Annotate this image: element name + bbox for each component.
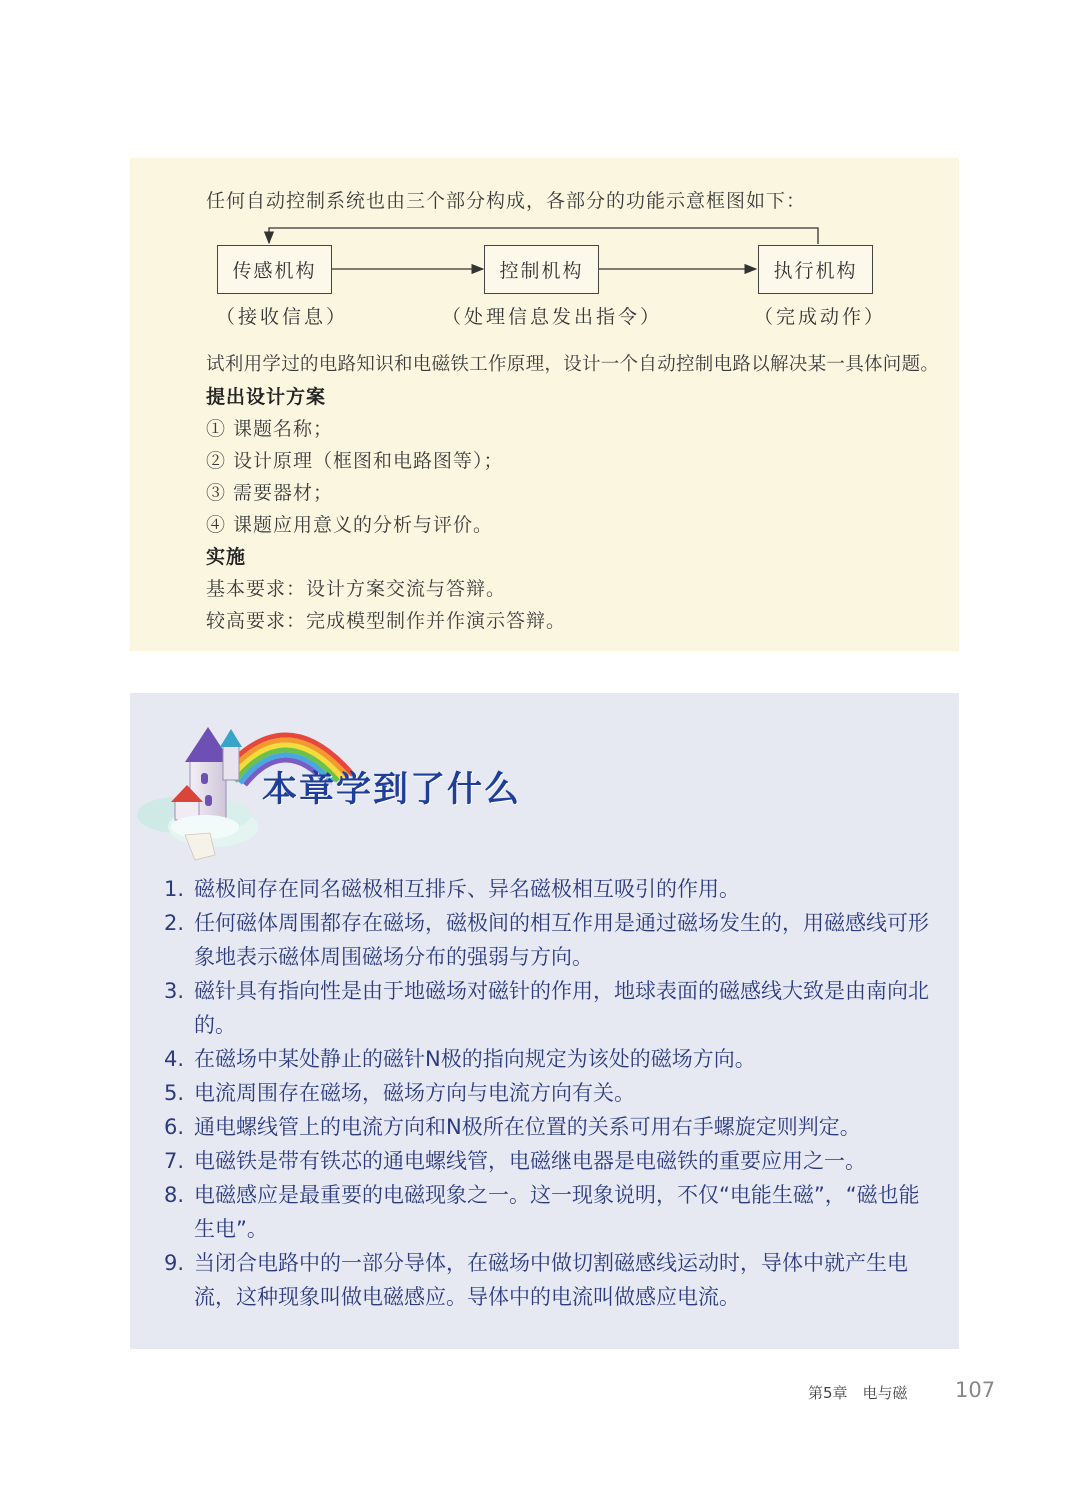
list-item: 6. 通电螺线管上的电流方向和N极所在位置的关系可用右手螺旋定则判定。 <box>164 1115 861 1139</box>
actuator-caption: （完成动作） <box>754 306 887 328</box>
list-item: 1. 磁极间存在同名磁极相互排斥、异名磁极相互吸引的作用。 <box>164 877 740 901</box>
step-item: ① 课题名称； <box>206 418 334 440</box>
flow-arrows <box>130 158 959 318</box>
design-activity-box <box>130 158 959 651</box>
section-title-plan: 提出设计方案 <box>206 386 327 408</box>
page-number: 107 <box>955 1378 996 1402</box>
requirement-advanced: 较高要求：完成模型制作并作演示答辩。 <box>206 610 567 632</box>
chapter-label: 第5章 电与磁 <box>808 1384 908 1402</box>
actuator-box: 执行机构 <box>758 245 873 294</box>
section-title-implement: 实施 <box>206 546 247 568</box>
task-text: 试利用学过的电路知识和电磁铁工作原理，设计一个自动控制电路以解决某一具体问题。 <box>206 354 940 375</box>
list-item: 2. 任何磁体周围都存在磁场，磁极间的相互作用是通过磁场发生的，用磁感线可形象地表示磁体周围磁场分布的强弱与方向。 <box>164 911 929 969</box>
list-item: 3. 磁针具有指向性是由于地磁场对磁针的作用，地球表面的磁感线大致是由南向北的。 <box>164 979 929 1037</box>
sensor-caption: （接收信息） <box>216 306 349 328</box>
list-item: 9. 当闭合电路中的一部分导体，在磁场中做切割磁感线运动时，导体中就产生电流，这种现象叫做电磁感应。导体中的电流叫做感应电流。 <box>164 1251 908 1309</box>
step-item: ② 设计原理（框图和电路图等）； <box>206 450 504 472</box>
requirement-basic: 基本要求：设计方案交流与答辩。 <box>206 578 507 600</box>
list-item: 4. 在磁场中某处静止的磁针N极的指向规定为该处的磁场方向。 <box>164 1047 756 1071</box>
list-item: 7. 电磁铁是带有铁芯的通电螺线管，电磁继电器是电磁铁的重要应用之一。 <box>164 1149 866 1173</box>
summary-title: 本章学到了什么 <box>262 770 522 810</box>
step-item: ③ 需要器材； <box>206 482 334 504</box>
controller-box: 控制机构 <box>484 245 599 294</box>
controller-caption: （处理信息发出指令） <box>442 306 663 328</box>
sensor-box: 传感机构 <box>217 245 332 294</box>
summary-list <box>164 872 934 1314</box>
intro-text: 任何自动控制系统也由三个部分构成，各部分的功能示意框图如下： <box>206 190 807 212</box>
step-item: ④ 课题应用意义的分析与评价。 <box>206 514 494 536</box>
list-item: 8. 电磁感应是最重要的电磁现象之一。这一现象说明，不仅“电能生磁”，“磁也能生电”。 <box>164 1183 920 1241</box>
list-item: 5. 电流周围存在磁场，磁场方向与电流方向有关。 <box>164 1081 635 1105</box>
